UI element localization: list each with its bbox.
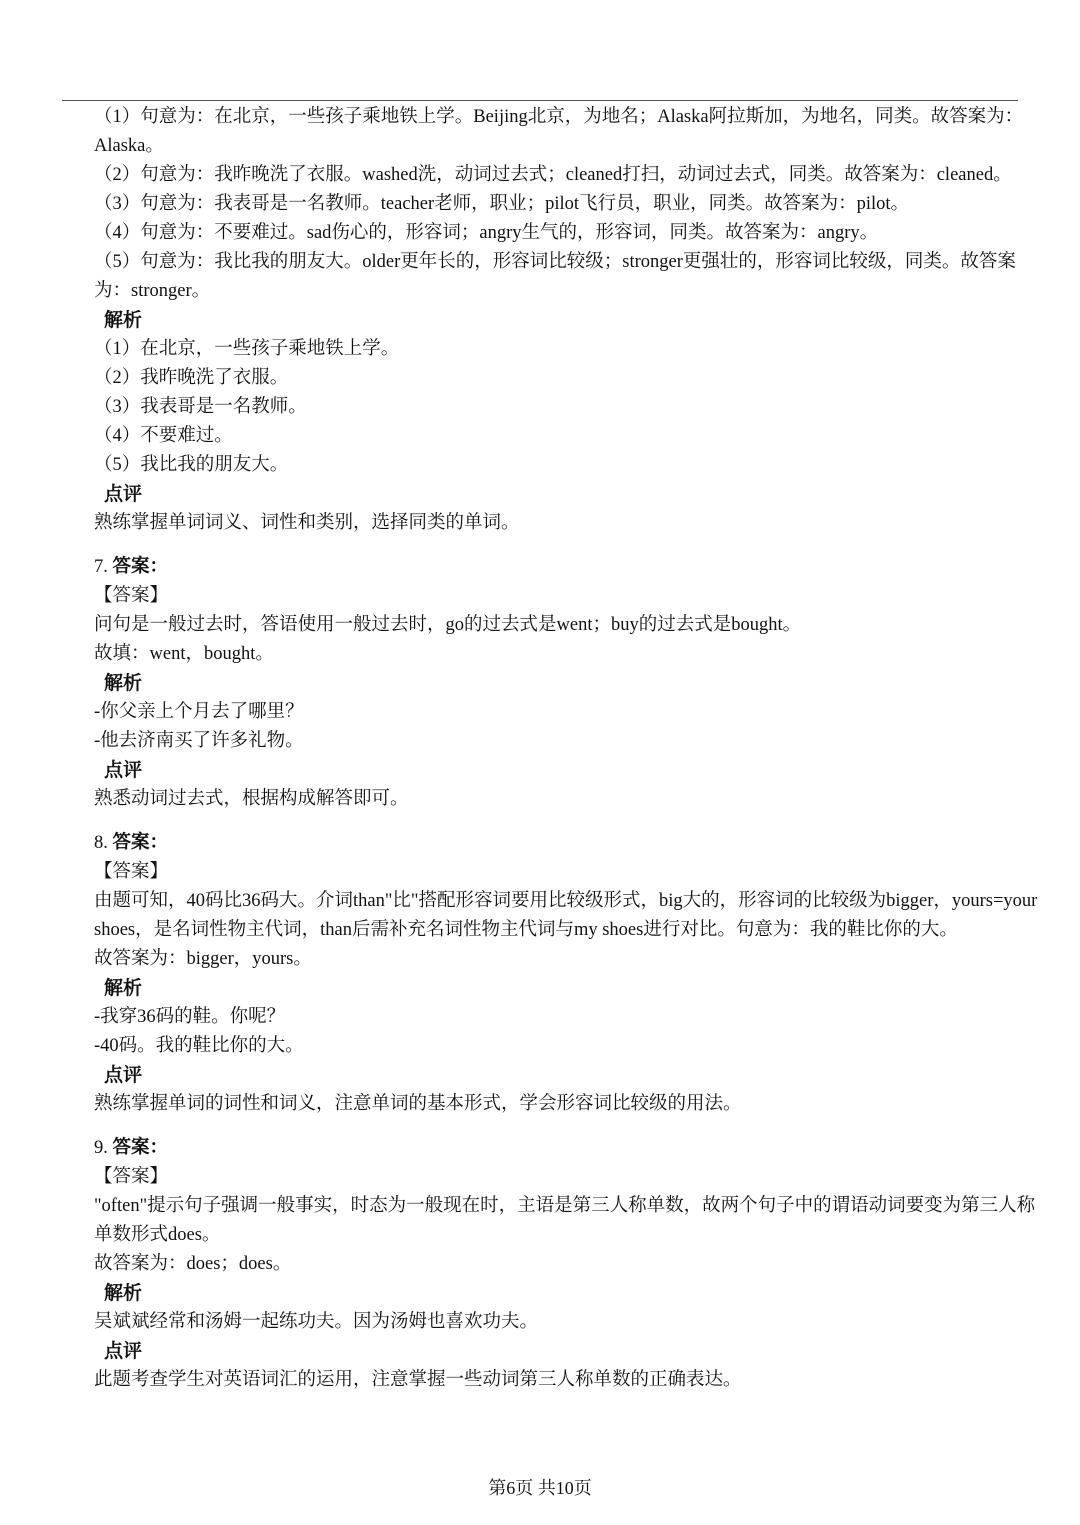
intro-line-5: （5）句意为：我比我的朋友大。older更年长的，形容词比较级；stronger更强壮的，形容词比较级，同类。故答案为：stronger。 bbox=[94, 252, 1016, 301]
answer-text: 问句是一般过去时，答语使用一般过去时，go的过去式是went；buy的过去式是bought。 bbox=[94, 615, 802, 635]
intro-line-4: （4）句意为：不要难过。sad伤心的，形容词；angry生气的，形容词，同类。故答案为：angry。 bbox=[94, 223, 879, 243]
jiexi-line: （4）不要难过。 bbox=[94, 426, 233, 446]
answer-text: 故填：went，bought。 bbox=[94, 644, 274, 664]
intro-line-2: （2）句意为：我昨晚洗了衣服。washed洗，动词过去式；cleaned打扫，动词过去式，同类。故答案为：cleaned。 bbox=[94, 165, 1012, 185]
jiexi-line: （5）我比我的朋友大。 bbox=[94, 455, 289, 475]
jiexi-line: -我穿36码的鞋。你呢？ bbox=[94, 1007, 286, 1027]
jiexi-line: （1）在北京，一些孩子乘地铁上学。 bbox=[94, 339, 400, 359]
dianping-heading: 点评 bbox=[104, 1341, 143, 1362]
jiexi-line: （3）我表哥是一名教师。 bbox=[94, 397, 307, 417]
answer-text: 故答案为：does；does。 bbox=[94, 1254, 292, 1274]
jiexi-heading: 解析 bbox=[104, 978, 143, 999]
dianping-heading: 点评 bbox=[104, 484, 143, 505]
intro-line-3: （3）句意为：我表哥是一名教师。teacher老师，职业；pilot飞行员，职业，同类。故答案为：pilot。 bbox=[94, 194, 909, 214]
dianping-text: 熟练掌握单词词义、词性和类别，选择同类的单词。 bbox=[94, 513, 520, 533]
answer-tag: 【答案】 bbox=[94, 1167, 169, 1187]
jiexi-line: -40码。我的鞋比你的大。 bbox=[94, 1036, 304, 1056]
header-rule bbox=[62, 100, 1018, 101]
jiexi-line: 吴斌斌经常和汤姆一起练功夫。因为汤姆也喜欢功夫。 bbox=[94, 1312, 539, 1332]
intro-line-1: （1）句意为：在北京，一些孩子乘地铁上学。Beijing北京，为地名；Alaska阿拉斯加，为地名，同类。故答案为：Alaska。 bbox=[94, 107, 1024, 156]
answer-label: 答案： bbox=[112, 831, 169, 852]
answer-label: 答案： bbox=[112, 555, 169, 576]
jiexi-line: （2）我昨晚洗了衣服。 bbox=[94, 368, 289, 388]
answer-label: 答案： bbox=[112, 1136, 169, 1157]
question-number: 9. bbox=[94, 1138, 108, 1158]
dianping-heading: 点评 bbox=[104, 1065, 143, 1086]
jiexi-line: -他去济南买了许多礼物。 bbox=[94, 731, 304, 751]
jiexi-heading: 解析 bbox=[104, 673, 143, 694]
question-number: 7. bbox=[94, 557, 108, 577]
dianping-text: 此题考查学生对英语词汇的运用，注意掌握一些动词第三人称单数的正确表达。 bbox=[94, 1370, 742, 1390]
dianping-text: 熟悉动词过去式，根据构成解答即可。 bbox=[94, 789, 409, 809]
page-content bbox=[94, 103, 1042, 1395]
answer-text: "often"提示句子强调一般事实，时态为一般现在时，主语是第三人称单数，故两个句子中的谓语动词要变为第三人称单数形式does。 bbox=[94, 1196, 1036, 1245]
question-9-header bbox=[94, 1132, 1042, 1163]
jiexi-heading: 解析 bbox=[104, 310, 143, 331]
answer-tag: 【答案】 bbox=[94, 862, 169, 882]
answer-text: 由题可知，40码比36码大。介词than"比"搭配形容词要用比较级形式，big大的，形容词的比较级为bigger，yours=your shoes，是名词性物主代词，than后需补充名词性物主代词与my shoes进行对比。句意为：我的鞋比你的大。 bbox=[94, 891, 1038, 940]
dianping-text: 熟练掌握单词的词性和词义，注意单词的基本形式，学会形容词比较级的用法。 bbox=[94, 1094, 742, 1114]
question-number: 8. bbox=[94, 833, 108, 853]
jiexi-line: -你父亲上个月去了哪里？ bbox=[94, 702, 304, 722]
answer-tag: 【答案】 bbox=[94, 586, 169, 606]
question-8-header bbox=[94, 827, 1042, 858]
answer-text: 故答案为：bigger，yours。 bbox=[94, 949, 312, 969]
question-7-header bbox=[94, 551, 1042, 582]
jiexi-heading: 解析 bbox=[104, 1283, 143, 1304]
page-number: 第6页 共10页 bbox=[488, 1478, 592, 1498]
dianping-heading: 点评 bbox=[104, 760, 143, 781]
